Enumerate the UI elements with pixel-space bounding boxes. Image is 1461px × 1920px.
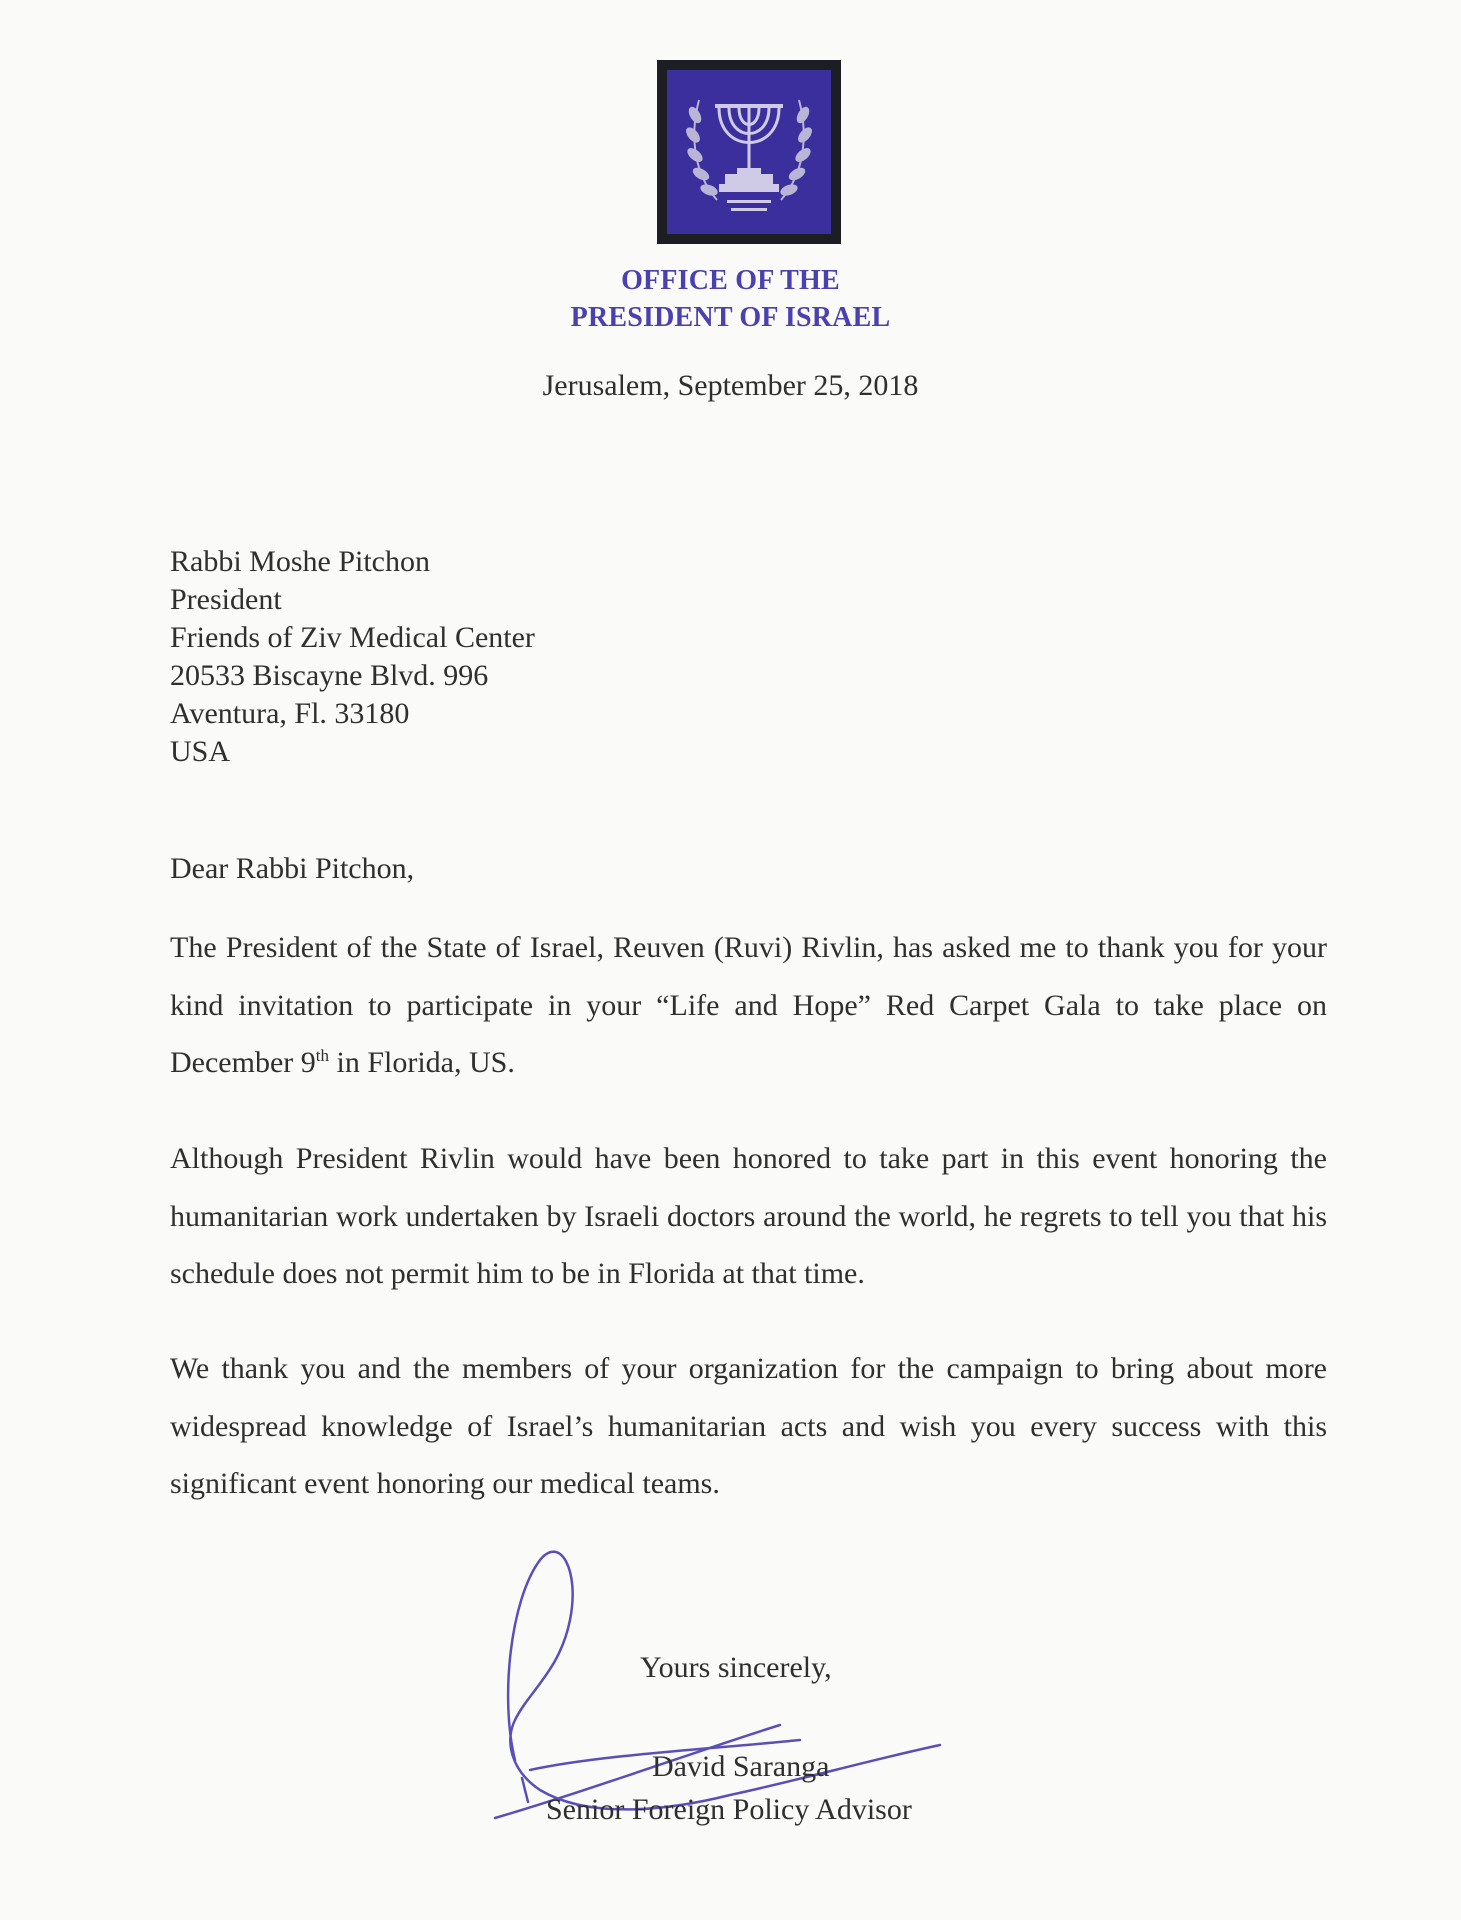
letterhead-line-1: OFFICE OF THE bbox=[621, 265, 840, 296]
letterhead-line-2: PRESIDENT OF ISRAEL bbox=[570, 302, 891, 333]
paragraph-text: The President of the State of Israel, Reuven (Ruvi) Rivlin, has asked me to thank you for your kind invitation to participate in your “Life and Hope” Red Carpet Gala to take place on December 9 bbox=[170, 931, 1327, 1079]
address-line: 20533 Biscayne Blvd. 996 bbox=[170, 659, 489, 692]
menorah-emblem-icon bbox=[657, 60, 841, 244]
recipient-address bbox=[170, 543, 535, 771]
address-line: Friends of Ziv Medical Center bbox=[170, 621, 535, 654]
ordinal-suffix: th bbox=[315, 1046, 329, 1065]
dateline: Jerusalem, September 25, 2018 bbox=[542, 369, 919, 402]
address-line: Rabbi Moshe Pitchon bbox=[170, 545, 430, 578]
signer-title: Senior Foreign Policy Advisor bbox=[546, 1793, 912, 1826]
signer-name: David Saranga bbox=[652, 1750, 830, 1783]
salutation: Dear Rabbi Pitchon, bbox=[170, 852, 415, 885]
body-paragraph-1 bbox=[170, 919, 1327, 1092]
address-line: President bbox=[170, 583, 282, 616]
paragraph-text: in Florida, US. bbox=[329, 1046, 515, 1079]
state-emblem bbox=[657, 60, 841, 244]
body-paragraph-2: Although President Rivlin would have been honored to take part in this event honoring the humanitarian work undertaken by Israeli doctors around the world, he regrets to tell you that his schedule does not permit him to be in Florida at that time. bbox=[170, 1142, 1327, 1290]
address-line: Aventura, Fl. 33180 bbox=[170, 697, 410, 730]
body-paragraph-3: We thank you and the members of your organization for the campaign to bring about more widespread knowledge of Israel’s humanitarian acts and wish you every success with this significant event honoring our medical teams. bbox=[170, 1352, 1327, 1500]
address-line: USA bbox=[170, 735, 231, 768]
closing: Yours sincerely, bbox=[640, 1651, 832, 1684]
